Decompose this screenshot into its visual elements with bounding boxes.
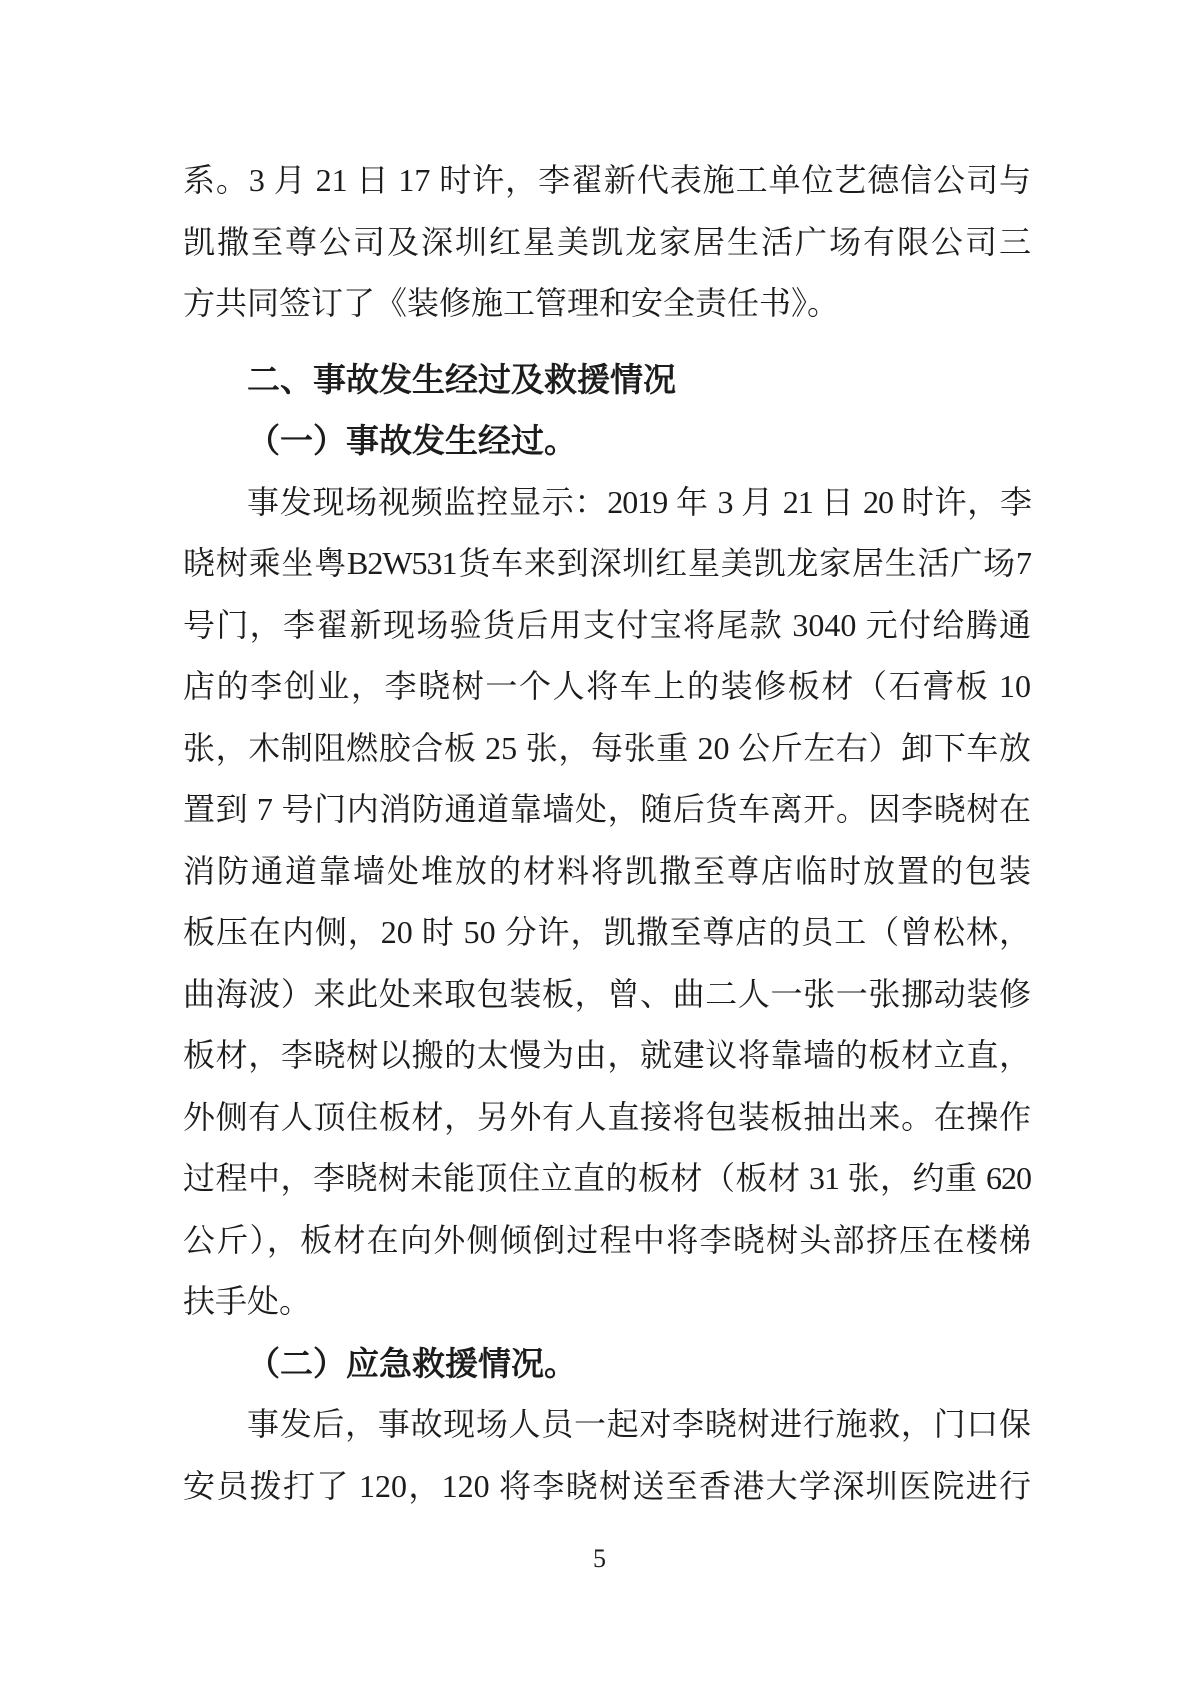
text-line: 安员拨打了 120，120 将李晓树送至香港大学深圳医院进行 <box>183 1467 1031 1504</box>
text-line: 号门，李翟新现场验货后用支付宝将尾款 3040 元付给腾通 <box>183 606 1031 643</box>
subsection-heading-2: （二）应急救援情况。 <box>247 1344 577 1382</box>
subsection-heading-1: （一）事故发生经过。 <box>247 422 577 459</box>
page-number: 5 <box>593 1544 606 1573</box>
text-line: 扶手处。 <box>183 1283 312 1319</box>
text-line: 公斤），板材在向外侧倾倒过程中将李晓树头部挤压在楼梯 <box>183 1221 1031 1258</box>
text-line: 晓树乘坐粤B2W531货车来到深圳红星美凯龙家居生活广场7 <box>183 545 1031 581</box>
text-line: 过程中，李晓树未能顶住立直的板材（板材 31 张，约重 620 <box>183 1160 1031 1196</box>
document-body <box>183 150 1031 1517</box>
text-line: 消防通道靠墙处堆放的材料将凯撒至尊店临时放置的包装 <box>183 852 1031 889</box>
text-line: 曲海波）来此处来取包装板，曾、曲二人一张一张挪动装修 <box>183 975 1031 1012</box>
text-line: 凯撒至尊公司及深圳红星美凯龙家居生活广场有限公司三 <box>183 223 1031 260</box>
text-line: 张，木制阻燃胶合板 25 张，每张重 20 公斤左右）卸下车放 <box>183 729 1031 766</box>
text-line: 事发后，事故现场人员一起对李晓树进行施救，门口保 <box>247 1406 1031 1442</box>
text-line: 外侧有人顶住板材，另外有人直接将包装板抽出来。在操作 <box>183 1098 1031 1135</box>
text-line: 方共同签订了《装修施工管理和安全责任书》。 <box>183 285 840 321</box>
text-line: 事发现场视频监控显示：2019 年 3 月 21 日 20 时许，李 <box>247 483 1031 520</box>
text-line: 系。3 月 21 日 17 时许，李翟新代表施工单位艺德信公司与 <box>183 162 1031 198</box>
text-line: 板压在内侧，20 时 50 分许，凯撒至尊店的员工（曾松林， <box>183 914 1031 950</box>
section-heading: 二、事故发生经过及救援情况 <box>247 360 676 398</box>
text-line: 置到 7 号门内消防通道靠墙处，随后货车离开。因李晓树在 <box>183 791 1031 827</box>
text-line: 店的李创业，李晓树一个人将车上的装修板材（石膏板 10 <box>183 668 1031 704</box>
text-line: 板材，李晓树以搬的太慢为由，就建议将靠墙的板材立直， <box>183 1037 1031 1073</box>
